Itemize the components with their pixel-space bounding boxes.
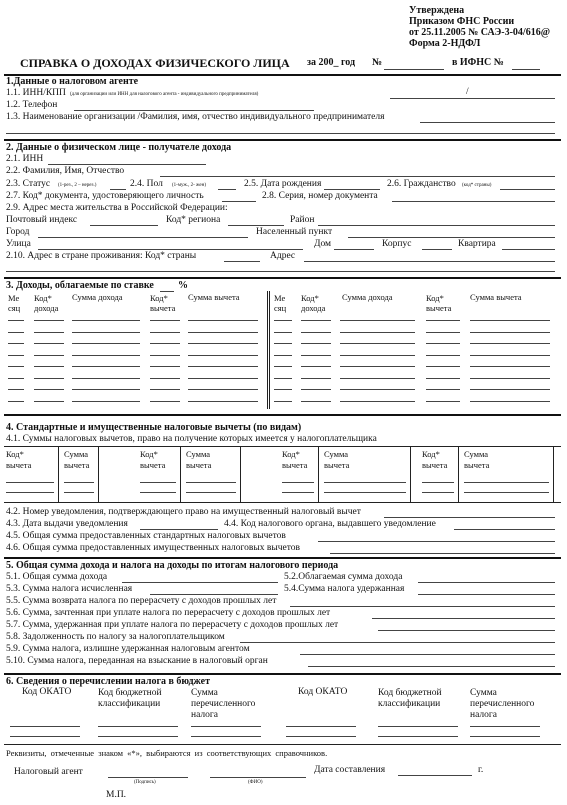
income-entry-field[interactable] [274, 366, 292, 367]
income-entry-field[interactable] [8, 366, 24, 367]
income-entry-field[interactable] [301, 355, 331, 356]
col-deduct-sum: Сумма вычета [470, 292, 522, 302]
col-deduct-sum: Сумма вычета [188, 292, 240, 302]
column-divider [553, 446, 554, 502]
budget-entry-field[interactable] [470, 736, 540, 737]
income-entry-field[interactable] [274, 401, 292, 402]
table-divider [269, 291, 270, 409]
col-tax-sum: Сумма перечисленного налога [191, 688, 256, 720]
refund-label: 5.5. Сумма возврата налога по перерасчету с доходов прошлых лет [6, 596, 277, 606]
income-entry-field[interactable] [150, 389, 180, 390]
deduction-sum-field[interactable] [324, 492, 406, 493]
income-entry-field[interactable] [470, 343, 550, 344]
income-entry-field[interactable] [470, 320, 550, 321]
foreign-address-field[interactable] [304, 261, 555, 262]
income-entry-field[interactable] [274, 355, 292, 356]
income-entry-field[interactable] [426, 389, 460, 390]
approval-line: Утверждена [409, 5, 465, 16]
income-entry-field[interactable] [150, 343, 180, 344]
col-tax-sum: Сумма перечисленного налога [470, 688, 535, 720]
signature-note: (Подпись) [134, 780, 156, 785]
foreign-address-field-line2[interactable] [6, 271, 555, 272]
citizenship-label: 2.6. Гражданство [387, 179, 456, 189]
date-label: Дата составления [314, 765, 386, 775]
gender-note: (1-муж., 2- жен) [172, 183, 206, 188]
divider [4, 414, 561, 416]
city-label: Город [6, 227, 30, 237]
column-divider [240, 446, 241, 502]
column-divider [410, 446, 411, 502]
debt-field[interactable] [240, 642, 555, 643]
income-entry-field[interactable] [188, 366, 258, 367]
income-entry-field[interactable] [426, 366, 460, 367]
deduction-code-field[interactable] [6, 482, 54, 483]
income-entry-field[interactable] [188, 378, 258, 379]
income-entry-field[interactable] [150, 320, 180, 321]
status-note: (1-рез., 2 – нерез.) [58, 183, 97, 188]
col-deduction-sum: Сумма вычета [64, 449, 90, 470]
budget-entry-field[interactable] [286, 736, 356, 737]
ifns-field[interactable] [512, 69, 540, 70]
excess-field[interactable] [300, 654, 555, 655]
income-entry-field[interactable] [72, 389, 140, 390]
birth-label: 2.5. Дата рождения [244, 179, 322, 189]
tax-withheld-label: 5.4.Сумма налога удержанная [284, 584, 405, 594]
income-entry-field[interactable] [340, 378, 415, 379]
income-entry-field[interactable] [72, 332, 140, 333]
notice-number-label: 4.2. Номер уведомления, подтверждающего право на имущественный налоговый вычет [6, 507, 361, 517]
budget-entry-field[interactable] [191, 736, 261, 737]
income-entry-field[interactable] [340, 355, 415, 356]
divider [4, 139, 561, 141]
income-entry-field[interactable] [340, 332, 415, 333]
deduction-code-field[interactable] [282, 492, 314, 493]
deduction-code-field[interactable] [140, 492, 176, 493]
income-entry-field[interactable] [8, 332, 24, 333]
notice-date-field[interactable] [140, 529, 218, 530]
income-entry-field[interactable] [426, 332, 460, 333]
doc-series-field[interactable] [392, 201, 555, 202]
property-total-field[interactable] [330, 553, 555, 554]
income-entry-field[interactable] [301, 320, 331, 321]
income-entry-field[interactable] [150, 401, 180, 402]
income-entry-field[interactable] [301, 389, 331, 390]
income-entry-field[interactable] [274, 378, 292, 379]
income-entry-field[interactable] [8, 355, 24, 356]
deduction-code-field[interactable] [282, 482, 314, 483]
income-entry-field[interactable] [72, 343, 140, 344]
signer-name-field[interactable] [210, 777, 306, 778]
income-entry-field[interactable] [301, 366, 331, 367]
income-entry-field[interactable] [274, 343, 292, 344]
table-top-border [4, 446, 561, 447]
col-month: Ме сяц [8, 293, 21, 314]
budget-entry-field[interactable] [470, 726, 540, 727]
section-subtitle: 4.1. Суммы налоговых вычетов, право на получение которых имеется у налогоплательщика [6, 434, 377, 444]
street-label: Улица [6, 239, 31, 249]
house-field[interactable] [334, 249, 374, 250]
table-bottom-border [4, 502, 561, 503]
income-entry-field[interactable] [470, 332, 550, 333]
col-deduction-code: Код* вычета [6, 449, 32, 470]
tax-calculated-field[interactable] [150, 594, 278, 595]
status-field[interactable] [110, 189, 126, 190]
transferred-field[interactable] [308, 666, 555, 667]
notice-date-label: 4.3. Дата выдачи уведомления [6, 519, 128, 529]
excess-label: 5.9. Сумма налога, излишне удержанная налоговым агентом [6, 644, 250, 654]
income-entry-field[interactable] [150, 355, 180, 356]
income-entry-field[interactable] [470, 355, 550, 356]
locality-field[interactable] [348, 237, 555, 238]
income-entry-field[interactable] [274, 389, 292, 390]
income-entry-field[interactable] [301, 378, 331, 379]
income-entry-field[interactable] [188, 355, 258, 356]
income-entry-field[interactable] [188, 401, 258, 402]
col-income-code: Код* дохода [34, 293, 59, 314]
deduction-sum-field[interactable] [324, 482, 406, 483]
col-kbk: Код бюджетной классификации [98, 688, 162, 709]
person-fio-field[interactable] [160, 176, 555, 177]
col-deduction-code: Код* вычета [282, 449, 308, 470]
income-entry-field[interactable] [34, 401, 64, 402]
income-entry-field[interactable] [188, 320, 258, 321]
income-entry-field[interactable] [72, 378, 140, 379]
tax-authority-label: 4.4. Код налогового органа, выдавшего уведомление [224, 519, 436, 529]
foreign-country-label: 2.10. Адрес в стране проживания: Код* страны [6, 251, 197, 261]
credited-field[interactable] [372, 618, 555, 619]
budget-entry-field[interactable] [191, 726, 261, 727]
col-deduction-sum: Сумма вычета [464, 449, 490, 470]
deduction-sum-field[interactable] [64, 482, 94, 483]
person-inn-field[interactable] [48, 164, 206, 165]
deduction-code-field[interactable] [6, 492, 54, 493]
column-divider [318, 446, 319, 502]
income-entry-field[interactable] [426, 343, 460, 344]
building-label: Корпус [382, 239, 412, 249]
col-deduction-code: Код* вычета [140, 449, 166, 470]
page-title: СПРАВКА О ДОХОДАХ ФИЗИЧЕСКОГО ЛИЦА [20, 56, 290, 70]
birth-field[interactable] [324, 189, 380, 190]
agent-phone-field[interactable] [74, 110, 314, 111]
date-field[interactable] [398, 775, 472, 776]
gender-label: 2.4. Пол [130, 179, 163, 189]
col-deduction-sum: Сумма вычета [186, 449, 212, 470]
standard-total-label: 4.5. Общая сумма предоставленных стандартных налоговых вычетов [6, 531, 286, 541]
income-entry-field[interactable] [8, 320, 24, 321]
tax-authority-field[interactable] [454, 529, 555, 530]
income-entry-field[interactable] [340, 343, 415, 344]
income-entry-field[interactable] [34, 343, 64, 344]
income-entry-field[interactable] [72, 366, 140, 367]
divider [4, 557, 561, 559]
table-divider [267, 291, 268, 409]
region-label: Код* региона [166, 215, 221, 225]
income-entry-field[interactable] [301, 343, 331, 344]
deduction-code-field[interactable] [422, 492, 454, 493]
transferred-label: 5.10. Сумма налога, переданная на взыскание в налоговый орган [6, 656, 268, 666]
income-entry-field[interactable] [188, 389, 258, 390]
income-entry-field[interactable] [470, 401, 550, 402]
income-entry-field[interactable] [426, 401, 460, 402]
income-entry-field[interactable] [340, 389, 415, 390]
withheld-recalc-field[interactable] [378, 630, 555, 631]
debt-label: 5.8. Задолженность по налогу за налогоплательщиком [6, 632, 225, 642]
number-field[interactable] [384, 69, 444, 70]
income-entry-field[interactable] [34, 389, 64, 390]
person-inn-label: 2.1. ИНН [6, 154, 44, 164]
section-title: 4. Стандартные и имущественные налоговые вычеты (по видам) [6, 422, 302, 433]
budget-entry-field[interactable] [98, 726, 178, 727]
section-title: 3. Доходы, облагаемые по ставке [6, 280, 154, 291]
approval-line: от 25.11.2005 № САЭ-3-04/616@ [409, 27, 550, 38]
budget-entry-field[interactable] [378, 726, 458, 727]
section-title: 1.Данные о налоговом агенте [6, 76, 139, 87]
column-divider [458, 446, 459, 502]
credited-label: 5.6. Сумма, зачтенная при уплате налога по перерасчету с доходов прошлых лет [6, 608, 331, 618]
doc-code-field[interactable] [222, 201, 256, 202]
citizenship-field[interactable] [500, 189, 555, 190]
agent-inn-label: 1.1. ИНН/КПП [6, 88, 66, 98]
agent-signature-label: Налоговый агент [14, 767, 83, 777]
agent-inn-note: (для организации или ИНН для налогового агента - индивидуального предпринимателя) [70, 92, 259, 97]
column-divider [58, 446, 59, 502]
district-field[interactable] [318, 225, 555, 226]
income-entry-field[interactable] [274, 320, 292, 321]
gender-field[interactable] [218, 189, 236, 190]
year-suffix: г. [478, 765, 484, 775]
total-income-field[interactable] [122, 582, 278, 583]
income-entry-field[interactable] [150, 366, 180, 367]
income-entry-field[interactable] [470, 378, 550, 379]
income-entry-field[interactable] [301, 332, 331, 333]
col-deduction-sum: Сумма вычета [324, 449, 350, 470]
flat-label: Квартира [458, 239, 496, 249]
status-label: 2.3. Статус [6, 179, 51, 189]
col-okato: Код ОКАТО [298, 687, 348, 697]
income-entry-field[interactable] [340, 366, 415, 367]
income-entry-field[interactable] [8, 343, 24, 344]
address-label: 2.9. Адрес места жительства в Российской Федерации: [6, 203, 228, 213]
income-entry-field[interactable] [34, 366, 64, 367]
deduction-code-field[interactable] [422, 482, 454, 483]
divider [4, 277, 561, 279]
agent-name-field-line2[interactable] [6, 133, 555, 134]
flat-field[interactable] [502, 249, 555, 250]
percent-sign: % [178, 280, 188, 291]
postcode-label: Почтовый индекс [6, 215, 78, 225]
year-label: за 200_ год [307, 57, 356, 68]
divider [4, 673, 561, 675]
income-entry-field[interactable] [340, 320, 415, 321]
col-deduction-code: Код* вычета [422, 449, 448, 470]
doc-series-label: 2.8. Серия, номер документа [262, 191, 378, 201]
city-field[interactable] [38, 237, 248, 238]
col-okato: Код ОКАТО [22, 687, 72, 697]
budget-entry-field[interactable] [98, 736, 178, 737]
tax-calculated-label: 5.3. Сумма налога исчисленная [6, 584, 133, 594]
col-deduct-code: Код* вычета [426, 293, 452, 314]
income-entry-field[interactable] [72, 320, 140, 321]
signature-field[interactable] [108, 777, 188, 778]
number-label: № [372, 57, 383, 68]
divider [4, 744, 561, 745]
income-entry-field[interactable] [274, 332, 292, 333]
agent-inn-field[interactable] [390, 98, 555, 99]
notice-number-field[interactable] [384, 517, 555, 518]
building-field[interactable] [422, 249, 452, 250]
deduction-sum-field[interactable] [186, 482, 236, 483]
section-title: 2. Данные о физическом лице - получателе дохода [6, 142, 232, 153]
income-entry-field[interactable] [301, 401, 331, 402]
property-total-label: 4.6. Общая сумма предоставленных имущественных налоговых вычетов [6, 543, 301, 553]
withheld-recalc-label: 5.7. Сумма, удержанная при уплате налога по перерасчету с доходов прошлых лет [6, 620, 339, 630]
name-note: (ФИО) [248, 780, 263, 785]
postcode-field[interactable] [90, 225, 158, 226]
refund-field[interactable] [290, 606, 555, 607]
approval-line: Приказом ФНС России [409, 16, 515, 27]
budget-entry-field[interactable] [286, 726, 356, 727]
income-entry-field[interactable] [426, 355, 460, 356]
deduction-sum-field[interactable] [64, 492, 94, 493]
citizenship-note: (код* страны) [462, 183, 492, 188]
section-title: 5. Общая сумма дохода и налога на доходы по итогам налогового периода [6, 560, 339, 571]
agent-name-label: 1.3. Наименование организации /Фамилия, имя, отчество индивидуального предпринимателя [6, 112, 385, 122]
income-entry-field[interactable] [426, 378, 460, 379]
income-entry-field[interactable] [72, 355, 140, 356]
column-divider [180, 446, 181, 502]
income-entry-field[interactable] [34, 355, 64, 356]
col-kbk: Код бюджетной классификации [378, 688, 442, 709]
income-entry-field[interactable] [150, 378, 180, 379]
tax-withheld-field[interactable] [418, 594, 555, 595]
budget-entry-field[interactable] [378, 736, 458, 737]
income-entry-field[interactable] [426, 320, 460, 321]
street-field[interactable] [38, 249, 303, 250]
col-month: Ме сяц [274, 293, 287, 314]
column-divider [98, 446, 99, 502]
budget-entry-field[interactable] [10, 726, 80, 727]
income-entry-field[interactable] [34, 320, 64, 321]
income-entry-field[interactable] [470, 366, 550, 367]
deduction-code-field[interactable] [140, 482, 176, 483]
ifns-label: в ИФНС № [452, 57, 504, 68]
col-income-code: Код* дохода [301, 293, 326, 314]
locality-label: Населенный пункт [256, 227, 333, 237]
income-entry-field[interactable] [150, 332, 180, 333]
house-label: Дом [314, 239, 332, 249]
income-entry-field[interactable] [188, 343, 258, 344]
income-entry-field[interactable] [188, 332, 258, 333]
income-entry-field[interactable] [72, 401, 140, 402]
inn-separator: / [466, 87, 469, 97]
deduction-sum-field[interactable] [464, 482, 549, 483]
taxable-income-label: 5.2.Облагаемая сумма дохода [284, 572, 403, 582]
reference-note: Реквизиты, отмеченные знаком «*», выбираются из соответствующих справочников. [6, 748, 328, 758]
income-entry-field[interactable] [470, 389, 550, 390]
income-entry-field[interactable] [340, 401, 415, 402]
doc-code-label: 2.7. Код* документа, удостоверяющего личность [6, 191, 204, 201]
col-deduct-code: Код* вычета [150, 293, 176, 314]
stamp-label: М.П. [106, 790, 127, 800]
foreign-country-field[interactable] [224, 261, 260, 262]
income-entry-field[interactable] [8, 389, 24, 390]
district-label: Район [290, 215, 315, 225]
form-code: Форма 2-НДФЛ [409, 38, 481, 49]
agent-phone-label: 1.2. Телефон [6, 100, 58, 110]
section-title: 6. Сведения о перечислении налога в бюджет [6, 676, 210, 687]
rate-field[interactable] [160, 291, 174, 292]
standard-total-field[interactable] [318, 541, 555, 542]
income-entry-field[interactable] [34, 332, 64, 333]
income-entry-field[interactable] [8, 401, 24, 402]
income-entry-field[interactable] [8, 378, 24, 379]
deduction-sum-field[interactable] [186, 492, 236, 493]
income-entry-field[interactable] [34, 378, 64, 379]
budget-entry-field[interactable] [10, 736, 80, 737]
taxable-income-field[interactable] [418, 582, 555, 583]
region-field[interactable] [228, 225, 284, 226]
total-income-label: 5.1. Общая сумма дохода [6, 572, 108, 582]
col-income-sum: Сумма дохода [72, 292, 123, 302]
col-income-sum: Сумма дохода [342, 292, 393, 302]
foreign-address-label: Адрес [270, 251, 296, 261]
agent-name-field[interactable] [420, 122, 555, 123]
deduction-sum-field[interactable] [464, 492, 549, 493]
person-fio-label: 2.2. Фамилия, Имя, Отчество [6, 166, 125, 176]
